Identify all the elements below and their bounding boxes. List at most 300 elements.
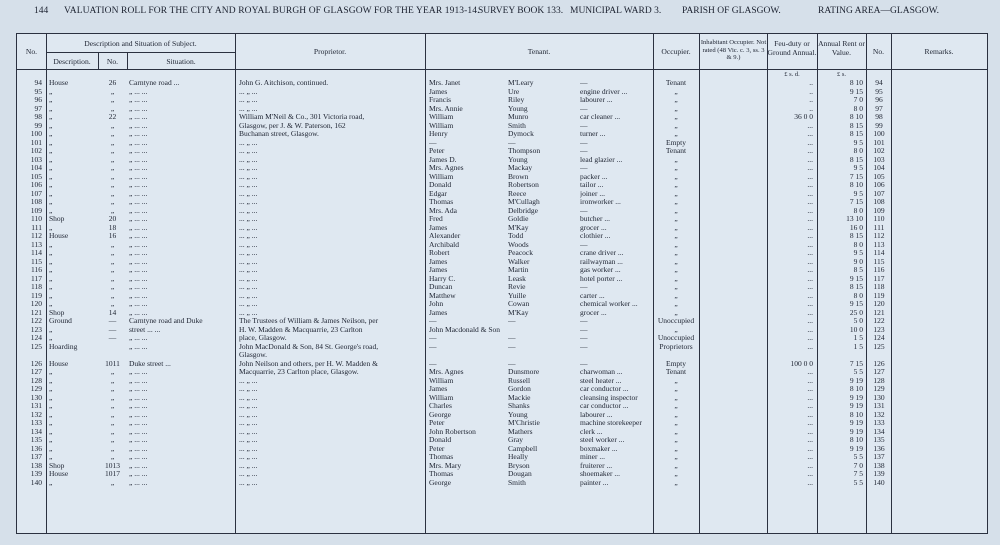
cell-desc: „ [49,299,53,308]
cell-feu: ... [807,409,813,419]
cell-noright: 131 [873,401,885,410]
cell-occupation: — [580,205,588,215]
cell-noright: 127 [873,367,885,376]
cell-rent: 9 5 [853,163,863,172]
cell-desc: „ [49,205,53,215]
cell-proprietor: ... „ ... [239,146,258,155]
cell-proprietor: ... „ ... [239,418,258,427]
cell-occupier: „ [674,307,678,317]
cell-occupation: labourer ... [580,409,613,419]
cell-proprietor: Glasgow. [239,350,268,359]
cell-rent: 7 5 [853,469,863,478]
cell-desc: „ [49,282,53,291]
cell-first: John [429,299,444,308]
cell-desc: „ [49,435,53,444]
cell-no: 123 [30,324,42,334]
cell-num: „ [110,103,115,113]
cell-situation: „ ... ... [129,231,148,240]
cell-rent: 8 10 [849,384,863,393]
cell-no: 137 [30,452,42,461]
cell-noright: 122 [873,316,885,325]
cell-occupation: — [580,137,588,147]
cell-surname: M'Cullagh [508,197,540,206]
cell-proprietor: ... „ ... [239,401,258,410]
cell-first: William [429,171,454,181]
cell-num: 1017 [105,469,120,478]
cell-feu: .. [809,103,813,113]
cell-rent: 5 5 [853,452,863,461]
cell-first: Francis [429,95,452,104]
cell-occupier: „ [674,129,678,138]
cell-surname: Cowan [508,299,530,308]
cell-occupation: — [580,333,588,342]
cell-surname: Delbridge [508,205,538,215]
cell-rent: 9 5 [853,188,863,198]
cell-occupier: „ [674,239,678,249]
cell-feu: ... [807,452,813,461]
cell-situation: „ ... ... [129,299,148,308]
cell-proprietor: ... „ ... [239,239,258,249]
cell-rent: 8 0 [853,290,863,300]
cell-rent: 8 10 [849,180,863,189]
cell-no: 111 [31,222,42,232]
cell-first: Peter [429,146,445,155]
cell-feu: ... [807,231,813,240]
cell-num: „ [110,197,115,206]
cell-occupation: tailor ... [580,180,604,189]
cell-noright: 104 [873,163,885,172]
cell-first: Donald [429,180,452,189]
cell-feu: ... [807,197,813,206]
cell-feu: ... [807,316,813,325]
parish: PARISH OF GLASGOW. [682,6,781,16]
cell-occupier: „ [674,205,678,215]
cell-surname: Revie [508,282,526,291]
cell-occupier: „ [674,231,678,240]
cell-situation: „ ... ... [129,129,148,138]
cell-num: „ [110,401,115,410]
cell-desc: „ [49,103,53,113]
cell-proprietor: ... „ ... [239,375,258,385]
col-no: No. [25,47,38,56]
cell-first: William [429,375,454,385]
col-number: No. [106,57,119,66]
cell-rent: 7 0 [853,95,863,104]
cell-first: George [429,477,451,487]
cell-occupation: hotel porter ... [580,273,623,283]
cell-occupier: „ [674,460,678,470]
cell-situation: „ ... ... [129,367,148,376]
cell-num: „ [110,248,115,257]
cell-no: 132 [30,409,42,419]
valuation-table [16,33,988,534]
cell-situation: „ ... ... [129,307,148,317]
cell-feu: ... [807,129,813,138]
cell-first: Peter [429,443,445,453]
cell-situation: „ ... ... [129,163,148,172]
cell-no: 103 [30,154,42,164]
cell-situation: „ ... ... [129,239,148,249]
cell-situation: „ ... ... [129,146,148,155]
cell-occupier: „ [674,477,678,487]
cell-first: — [429,316,437,325]
cell-first: Matthew [429,290,456,300]
cell-occupier: „ [674,120,678,130]
cell-occupier: „ [674,401,678,410]
cell-occupation: joiner ... [580,188,605,198]
cell-desc: House [49,358,69,368]
cell-noright: 109 [873,205,885,215]
col-tenant: Tenant. [527,47,551,56]
cell-first: — [429,341,437,351]
cell-situation: „ ... ... [129,154,148,164]
cell-desc: „ [49,367,53,376]
cell-situation: „ ... ... [129,460,148,470]
cell-occupation: lead glazier ... [580,154,623,164]
cell-occupation: machine storekeeper [580,418,642,427]
cell-occupation: gas worker ... [580,265,621,274]
cell-noright: 130 [873,392,885,402]
cell-situation: „ ... ... [129,477,148,487]
cell-desc: „ [49,120,53,130]
cell-rent: 8 0 [853,146,863,155]
cell-situation: „ ... ... [129,443,148,453]
cell-occupation: crane driver ... [580,248,624,257]
cell-proprietor: ... „ ... [239,171,258,181]
table-row [17,478,987,487]
cell-surname: Goldie [508,214,529,223]
cell-noright: 115 [873,256,885,266]
cell-noright: 129 [873,384,885,393]
cell-surname: Yuille [508,290,526,300]
cell-num: „ [110,205,115,215]
cell-desc: „ [49,426,53,436]
cell-situation: „ ... ... [129,401,148,410]
cell-feu: ... [807,392,813,402]
cell-noright: 125 [873,341,885,351]
cell-feu: 36 0 0 [794,112,813,121]
cell-occupier: „ [674,282,678,291]
cell-noright: 97 [875,103,883,113]
col-no-right: No. [872,47,885,56]
cell-proprietor: ... „ ... [239,163,258,172]
cell-rent: 13 10 [846,214,863,223]
cell-proprietor: ... „ ... [239,299,258,308]
cell-surname: M'Kay [508,222,529,232]
cell-situation: „ ... ... [129,120,148,130]
cell-noright: 94 [875,78,883,87]
cell-desc: „ [49,239,53,249]
cell-rent: 7 15 [849,171,863,181]
cell-no: 99 [34,120,42,130]
cell-situation: street ... ... [129,324,161,334]
col-situation: Situation. [166,57,196,66]
cell-surname: Todd [508,231,524,240]
cell-occupier: Unoccupied [657,333,695,342]
cell-rent: 9 15 [849,273,863,283]
cell-feu: ... [807,188,813,198]
cell-proprietor: ... „ ... [239,265,258,274]
cell-occupation: — [580,341,588,351]
cell-no: 129 [30,384,42,393]
cell-situation: „ ... ... [129,248,148,257]
cell-num: 1011 [105,358,120,368]
cell-feu: ... [807,435,813,444]
cell-rent: 9 19 [849,401,863,410]
cell-num: „ [110,188,115,198]
cell-feu: ... [807,426,813,436]
cell-noright: 124 [873,333,885,342]
cell-no: 108 [30,197,42,206]
cell-rent: 8 10 [849,435,863,444]
cell-rent: 8 10 [849,78,863,87]
cell-no: 104 [30,163,42,172]
cell-situation: „ ... ... [129,452,148,461]
cell-surname: Young [508,103,528,113]
cell-num: 1013 [105,460,120,470]
cell-feu: ... [807,205,813,215]
cell-noright: 137 [873,452,885,461]
cell-desc: „ [49,112,53,121]
cell-occupation: chemical worker ... [580,299,638,308]
cell-rent: 9 15 [849,86,863,96]
cell-situation: Carntyne road and Duke [129,316,203,325]
cell-first: John Robertson [429,426,476,436]
cell-first: William [429,392,454,402]
cell-no: 136 [30,443,42,453]
cell-feu: ... [807,120,813,130]
cell-surname: Thompson [508,146,541,155]
cell-proprietor: Buchanan street, Glasgow. [239,129,319,138]
cell-occupier: „ [674,409,678,419]
cell-surname: Shanks [508,401,530,410]
cell-proprietor: John MacDonald & Son, 84 St. George's road, [239,341,379,351]
cell-desc: „ [49,324,53,334]
cell-desc: House [49,78,69,87]
cell-num: „ [110,418,115,427]
cell-rent: 8 10 [849,409,863,419]
cell-desc: „ [49,86,53,96]
cell-noright: 105 [873,171,885,181]
cell-occupation: — [580,358,588,368]
cell-occupation: butcher ... [580,214,610,223]
cell-feu: ... [807,443,813,453]
cell-no: 139 [30,469,42,478]
header-rule [46,52,235,53]
cell-num: „ [110,86,115,96]
cell-noright: 106 [873,180,885,189]
cell-first: Thomas [429,452,454,461]
cell-no: 138 [30,460,42,470]
cell-occupier: Proprietors [659,341,693,351]
page-header [0,6,1000,22]
cell-surname: Walker [508,256,530,266]
cell-occupation: cleansing inspector [580,392,638,402]
cell-occupier: „ [674,273,678,283]
cell-num: „ [110,367,115,376]
cell-occupation: fruiterer ... [580,460,613,470]
cell-desc: „ [49,477,53,487]
cell-proprietor: ... „ ... [239,409,258,419]
cell-num: „ [110,435,115,444]
cell-no: 119 [31,290,42,300]
cell-surname: Heally [508,452,528,461]
cell-occupation: packer ... [580,171,608,181]
cell-num: „ [110,409,115,419]
cell-desc: „ [49,154,53,164]
cell-no: 109 [30,205,42,215]
cell-first: Archibald [429,239,459,249]
cell-occupier: „ [674,452,678,461]
cell-noright: 117 [873,273,885,283]
cell-surname: Smith [508,477,526,487]
cell-desc: „ [49,222,53,232]
cell-occupation: painter ... [580,477,609,487]
cell-desc: House [49,469,69,478]
cell-num: „ [110,477,115,487]
cell-proprietor: ... „ ... [239,137,258,147]
cell-no: 131 [30,401,42,410]
cell-rent: 9 0 [853,256,863,266]
cell-no: 133 [30,418,42,427]
cell-occupation: boxmaker ... [580,443,618,453]
cell-proprietor: John G. Aitchison, continued. [239,78,329,87]
cell-noright: 99 [875,120,883,130]
cell-surname: M'Christie [508,418,540,427]
cell-surname: M'Kay [508,307,529,317]
cell-desc: Shop [49,307,65,317]
cell-first: James [429,86,448,96]
cell-desc: „ [49,256,53,266]
cell-occupier: „ [674,112,678,121]
cell-desc: „ [49,384,53,393]
cell-no: 106 [30,180,42,189]
cell-first: James [429,307,448,317]
cell-feu: .. [809,95,813,104]
cell-proprietor: ... „ ... [239,154,258,164]
cell-num: „ [110,129,115,138]
col-inhabitant: Inhabitant Occupier. Not rated (48 Vic. c. 3, ss. 3 & 9.) [700,39,767,61]
cell-rent: 9 19 [849,443,863,453]
cell-occupier: „ [674,384,678,393]
cell-occupation: miner ... [580,452,605,461]
cell-feu: ... [807,460,813,470]
cell-situation: „ ... ... [129,426,148,436]
cell-no: 127 [30,367,42,376]
cell-noright: 138 [873,460,885,470]
col-remarks: Remarks. [924,47,954,56]
cell-feu: ... [807,146,813,155]
cell-proprietor: ... „ ... [239,197,258,206]
cell-noright: 128 [873,375,885,385]
cell-feu: ... [807,239,813,249]
cell-occupier: „ [674,214,678,223]
cell-rent: 7 0 [853,460,863,470]
cell-first: Mrs. Janet [429,78,461,87]
cell-noright: 140 [873,477,885,487]
cell-rent: 7 15 [849,197,863,206]
cell-first: Donald [429,435,452,444]
cell-desc: „ [49,443,53,453]
cell-occupier: „ [674,299,678,308]
cell-first: William [429,112,454,121]
cell-num: — [108,324,117,334]
cell-no: 130 [30,392,42,402]
cell-proprietor: ... „ ... [239,392,258,402]
cell-proprietor: ... „ ... [239,86,258,96]
cell-desc: „ [49,392,53,402]
cell-noright: 139 [873,469,885,478]
cell-situation: „ ... ... [129,205,148,215]
cell-occupation: — [580,282,588,291]
cell-occupier: „ [674,197,678,206]
cell-first: Thomas [429,197,454,206]
cell-desc: House [49,231,69,240]
cell-desc: „ [49,409,53,419]
cell-feu: .. [809,86,813,96]
cell-proprietor: ... „ ... [239,103,258,113]
cell-feu: ... [807,163,813,172]
cell-first: Harry C. [429,273,456,283]
cell-proprietor: ... „ ... [239,290,258,300]
col-occupier: Occupier. [661,47,691,56]
cell-situation: „ ... ... [129,265,148,274]
cell-surname: Reece [508,188,527,198]
cell-situation: „ ... ... [129,103,148,113]
cell-desc: Shop [49,460,65,470]
cell-proprietor: Glasgow, per J. & W. Paterson, 162 [239,120,346,130]
cell-noright: 103 [873,154,885,164]
cell-occupier: „ [674,180,678,189]
cell-num: „ [110,282,115,291]
cell-occupier: Empty [666,358,686,368]
rent-units: £ s. [836,71,847,78]
cell-feu: ... [807,180,813,189]
cell-proprietor: ... „ ... [239,435,258,444]
cell-first: Duncan [429,282,453,291]
cell-feu: 100 0 0 [790,358,813,368]
cell-proprietor: Macquarrie, 23 Carlton place, Glasgow. [239,367,359,376]
cell-proprietor: ... „ ... [239,231,258,240]
cell-surname: Mackie [508,392,531,402]
cell-surname: Russell [508,375,531,385]
cell-noright: 120 [873,299,885,308]
cell-no: 112 [31,231,42,240]
cell-desc: „ [49,452,53,461]
cell-rent: 9 19 [849,375,863,385]
cell-rent: 16 0 [849,222,863,232]
cell-surname: M'Leary [508,78,534,87]
cell-first: James [429,256,448,266]
cell-desc: „ [49,137,53,147]
cell-situation: „ ... ... [129,222,148,232]
cell-surname: Mackay [508,163,533,172]
cell-desc: „ [49,129,53,138]
cell-proprietor: ... „ ... [239,273,258,283]
cell-first: Alexander [429,231,461,240]
cell-first: Mrs. Annie [429,103,463,113]
cell-proprietor: ... „ ... [239,426,258,436]
cell-situation: „ ... ... [129,197,148,206]
cell-noright: 118 [873,282,885,291]
cell-feu: ... [807,248,813,257]
cell-occupier: „ [674,95,678,104]
cell-surname: — [508,137,516,147]
cell-occupation: — [580,163,588,172]
cell-occupation: labourer ... [580,95,613,104]
cell-num: „ [110,290,115,300]
cell-first: Mrs. Agnes [429,367,464,376]
